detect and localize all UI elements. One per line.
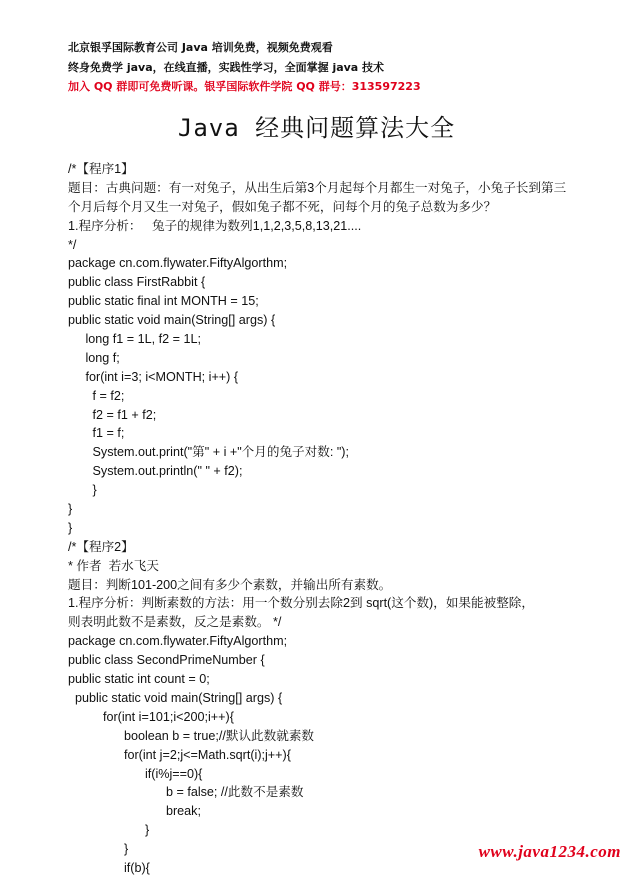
text-line: }: [68, 823, 150, 838]
text-line: 1.程序分析：判断素数的方法：用一个数分别去除2到 sqrt(这个数)，如果能被整除，: [68, 596, 534, 611]
text-line: boolean b = true;//默认此数就素数: [68, 728, 315, 743]
text-line: f2 = f1 + f2;: [68, 407, 157, 422]
text-line: f = f2;: [68, 388, 125, 403]
text-line: public class SecondPrimeNumber {: [68, 653, 265, 668]
text-line: b = false; //此数不是素数: [68, 785, 304, 800]
text-line: }: [68, 502, 73, 517]
text-line: public static int count = 0;: [68, 672, 210, 687]
text-line: }: [68, 520, 73, 535]
text-line: for(int j=2;j<=Math.sqrt(i);j++){: [68, 747, 291, 762]
text-line: 题目：判断101-200之间有多少个素数，并输出所有素数。: [68, 577, 392, 592]
text-line: System.out.print("第" + i +"个月的兔子对数: ");: [68, 445, 350, 460]
text-line: 1.程序分析： 兔子的规律为数列1,1,2,3,5,8,13,21....: [68, 218, 362, 233]
text-line: public static void main(String[] args) {: [68, 690, 283, 705]
text-line: /*【程序2】: [68, 539, 134, 554]
document-body: [68, 160, 568, 878]
text-line: break;: [68, 804, 201, 819]
text-line: */: [68, 237, 77, 252]
text-line: package cn.com.flywater.FiftyAlgorthm;: [68, 634, 288, 649]
text-line: System.out.println(" " + f2);: [68, 464, 243, 479]
promo-line-2: 终身免费学 java，在线直播，实践性学习，全面掌握 java 技术: [68, 61, 385, 74]
text-line: long f1 = 1L, f2 = 1L;: [68, 332, 202, 347]
text-line: if(i%j==0){: [68, 766, 203, 781]
text-line: for(int i=101;i<200;i++){: [68, 709, 234, 724]
text-line: public static final int MONTH = 15;: [68, 294, 259, 309]
promo-line-3: 加入 QQ 群即可免费听课。银孚国际软件学院 QQ 群号：313597223: [68, 80, 421, 93]
text-line: for(int i=3; i<MONTH; i++) {: [68, 369, 239, 384]
text-line: long f;: [68, 350, 120, 365]
text-line: 题目：古典问题：有一对兔子，从出生后第3个月起每个月都生一对兔子，小兔子长到第三: [68, 180, 567, 195]
text-line: }: [68, 483, 97, 498]
text-line: /*【程序1】: [68, 162, 134, 176]
text-line: if(b){: [68, 860, 150, 875]
text-line: 则表明此数不是素数，反之是素数。 */: [68, 615, 282, 630]
document-title: Java 经典问题算法大全: [177, 114, 456, 142]
text-line: f1 = f;: [68, 426, 125, 441]
site-watermark[interactable]: www.java1234.com: [478, 842, 621, 861]
text-line: public class FirstRabbit {: [68, 275, 206, 290]
text-line: 个月后每个月又生一对兔子，假如兔子都不死，问每个月的兔子总数为多少？: [68, 199, 497, 214]
text-line: }: [68, 842, 129, 857]
promo-line-1: 北京银孚国际教育公司 Java 培训免费，视频免费观看: [68, 41, 333, 54]
text-line: * 作者 若水飞天: [68, 558, 159, 573]
text-line: package cn.com.flywater.FiftyAlgorthm;: [68, 256, 288, 271]
text-line: public static void main(String[] args) {: [68, 313, 276, 328]
